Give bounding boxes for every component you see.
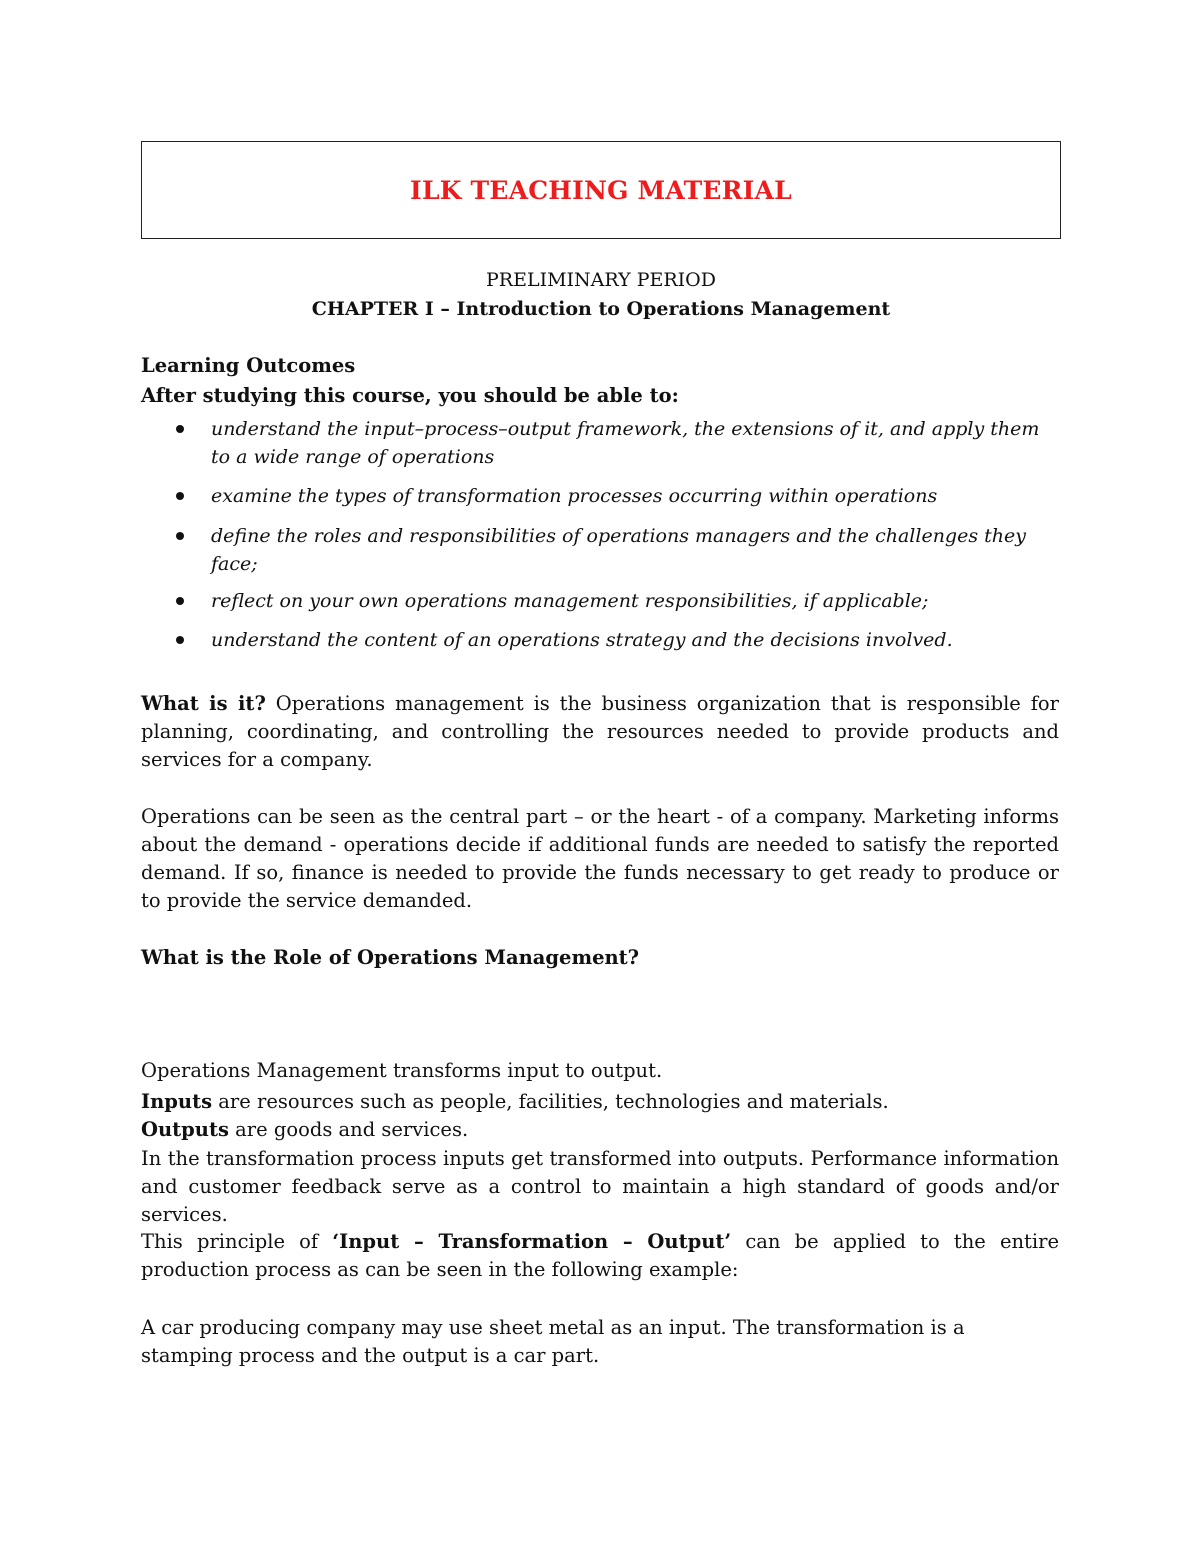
what-is-it-label: What is it? bbox=[141, 692, 266, 715]
learning-outcomes-intro: After studying this course, you should be able to: bbox=[141, 384, 679, 407]
operations-heart-paragraph: Operations can be seen as the central part – or the heart - of a company. Marketing informs about the demand - operations decide if additional funds are needed to satisfy the reported demand. If so, finance is needed to provide the funds necessary to get ready to produce or to provide the service demanded. bbox=[141, 805, 1059, 912]
period-heading: PRELIMINARY PERIOD bbox=[486, 269, 716, 291]
role-heading: What is the Role of Operations Management? bbox=[141, 946, 640, 969]
document-title: ILK TEACHING MATERIAL bbox=[410, 175, 792, 205]
inputs-label: Inputs bbox=[141, 1090, 213, 1113]
principle-post: can be applied to the entire production process as can be seen in the following example: bbox=[141, 1230, 1059, 1281]
principle-paragraph bbox=[141, 1228, 1059, 1284]
inputs-line bbox=[141, 1088, 1059, 1116]
what-is-it-paragraph bbox=[141, 690, 1059, 774]
transformation-process-paragraph: In the transformation process inputs get transformed into outputs. Performance information and customer feedback serve as a control to maintain a high standard of goods and/or services. bbox=[141, 1147, 1059, 1226]
example-paragraph: A car producing company may use sheet metal as an input. The transformation is a stamping process and the output is a car part. bbox=[141, 1316, 965, 1367]
title-box bbox=[141, 141, 1061, 239]
outputs-line bbox=[141, 1116, 1059, 1144]
chapter-heading: CHAPTER I – Introduction to Operations Management bbox=[311, 298, 891, 320]
bullet-icon bbox=[176, 532, 184, 540]
bullet-icon bbox=[176, 636, 184, 644]
bullet-icon bbox=[176, 597, 184, 605]
transform-line: Operations Management transforms input to output. bbox=[141, 1059, 663, 1082]
principle-pre: This principle of bbox=[141, 1230, 333, 1253]
what-is-it-text: Operations management is the business organization that is responsible for planning, coordinating, and controlling the resources needed to provide products and services for a company. bbox=[141, 692, 1059, 771]
principle-bold: ‘Input – Transformation – Output’ bbox=[332, 1230, 732, 1253]
outputs-label: Outputs bbox=[141, 1118, 229, 1141]
learning-outcomes-heading: Learning Outcomes bbox=[141, 354, 356, 377]
outputs-text: are goods and services. bbox=[228, 1118, 469, 1141]
bullet-icon bbox=[176, 492, 184, 500]
bullet-icon bbox=[176, 425, 184, 433]
document-page: ILK TEACHING MATERIAL PRELIMINARY PERIOD CHAPTER I – Introduction to Operations Management Learning Outcomes After studying this course, you should be able to: understand the input–process–output framework, the extensions of it, and apply them to a wide range of operations examine the types of transformation processes occurring within operations define the roles and responsibilities of operations managers and the challenges they face; reflect on your own operations management responsibilities, if applicable; understand the content of an operations strategy and the decisions involved. What is it? Operations management is the business organization that is responsible for planning, coordinating, and controlling the resources needed to provide products and services for a company. Operations can be seen as the central part – or the heart - of a company. Marketing informs about the demand - operations decide if additional funds are needed to satisfy the reported demand. If so, finance is needed to provide the funds necessary to get ready to produce or to provide the service demanded. What is the Role of Operations Management? Operations Management transforms input to output. Inputs are resources such as people, facilities, technologies and materials. Outputs are goods and services. In the transformation process inputs get transformed into outputs. Performance information and customer feedback serve as a control to maintain a high standard of goods and/or services. This principle of ‘Input – Transformation – Output’ can be applied to the entire production process as can be seen in the following example: A car producing company may use sheet metal as an input. The transformation is a stamping process and the output is a car part. bbox=[0, 0, 1200, 1553]
inputs-text: are resources such as people, facilities, technologies and materials. bbox=[212, 1090, 889, 1113]
